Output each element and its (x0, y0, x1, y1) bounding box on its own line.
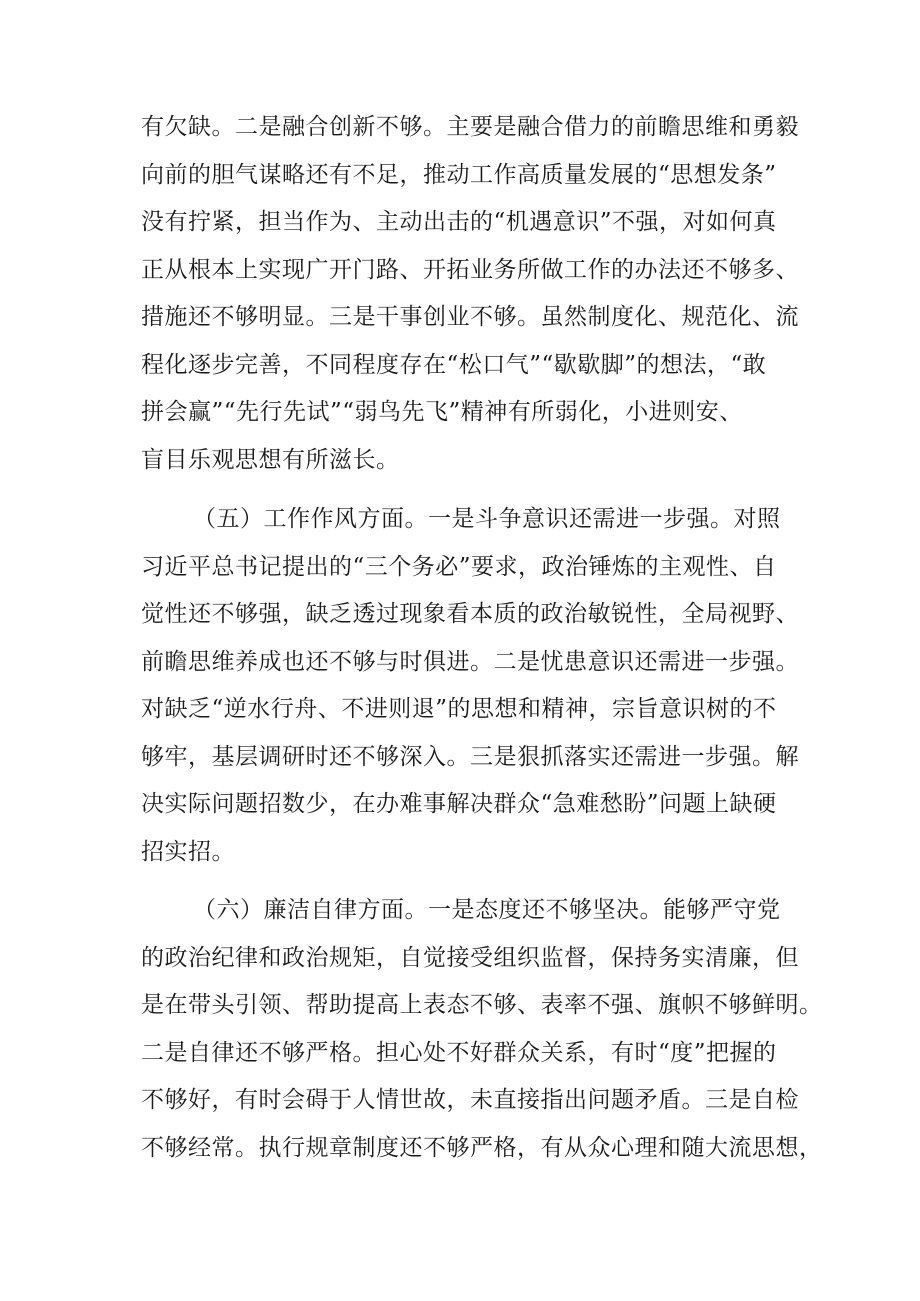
text-line: 措施还不够明显。三是干事创业不够。虽然制度化、规范化、流 (141, 304, 799, 330)
text-line: 习近平总书记提出的“三个务必”要求，政治锤炼的主观性、自 (141, 553, 777, 580)
text-line: 决实际问题招数少，在办难事解决群众“急难愁盼”问题上缺硬 (141, 791, 777, 817)
text-line: 有欠缺。二是融合创新不够。主要是融合借力的前瞻思维和勇毅 (141, 114, 799, 140)
text-line: 是在带头引领、帮助提高上表态不够、表率不强、旗帜不够鲜明。 (141, 992, 823, 1018)
text-line: 拼会赢”“先行先试”“弱鸟先飞”精神有所弱化，小进则安、 (141, 399, 743, 425)
text-line: 觉性还不够强，缺乏透过现象看本质的政治敏锐性，全局视野、 (141, 601, 799, 627)
text-line: 够牢，基层调研时还不够深入。三是狠抓落实还需进一步强。解 (141, 743, 799, 770)
text-line: 没有拧紧，担当作为、主动出击的“机遇意识”不强，对如何真 (141, 209, 777, 235)
text-line: 程化逐步完善，不同程度存在“松口气”“歇歇脚”的想法，“敢 (141, 351, 767, 378)
text-line: 盲目乐观思想有所滋长。 (141, 446, 400, 473)
text-line: 前瞻思维养成也还不够与时俱进。二是忧患意识还需进一步强。 (141, 648, 799, 675)
section-heading-line: （六）廉洁自律方面。一是态度还不够坚决。能够严守党 (193, 897, 781, 923)
text-line: 的政治纪律和政治规矩，自觉接受组织监督，保持务实清廉，但 (141, 944, 799, 971)
text-line: 对缺乏“逆水行舟、不进则退”的思想和精神，宗旨意识树的不 (141, 696, 777, 722)
text-line: 向前的胆气谋略还有不足，推动工作高质量发展的“思想发条” (141, 161, 777, 188)
paragraph-integrity (141, 887, 823, 1172)
section-heading-line: （五）工作作风方面。一是斗争意识还需进一步强。对照 (193, 506, 781, 532)
text-line: 正从根本上实现广开门路、开拓业务所做工作的办法还不够多、 (141, 256, 799, 283)
text-line: 招实招。 (141, 838, 235, 865)
text-line: 二是自律还不够严格。担心处不好群众关系，有时“度”把握的 (141, 1039, 777, 1066)
text-line: 不够好，有时会碍于人情世故，未直接指出问题矛盾。三是自检 (141, 1087, 799, 1113)
paragraph-work-style (141, 496, 801, 876)
paragraph-work-innovation (141, 104, 801, 484)
text-line: 不够经常。执行规章制度还不够严格，有从众心理和随大流思想， (141, 1134, 823, 1161)
